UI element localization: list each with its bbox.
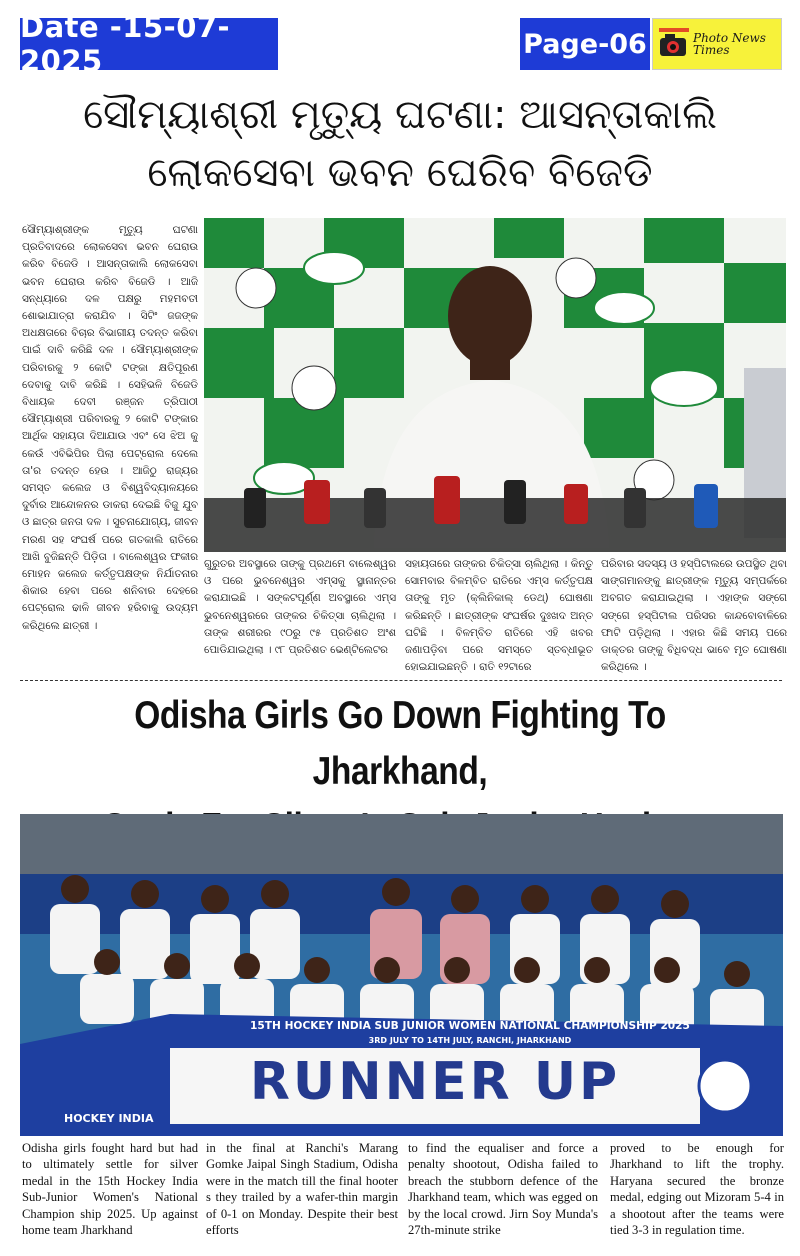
story1-column-3: ସହାୟତାରେ ତାଙ୍କର ଚିକିତ୍ସା ଚାଲିଥିଲା । କିନ୍ତୁ ସୋମବାର ବିଳମ୍ବିତ ରାତିରେ ଏମ୍ସ କର୍ତ୍ତୃପକ୍ଷ ତାଙ୍କୁ ମୃତ (କ୍ଲିନିକାଲ୍ ଡେଥ୍) ଘୋଷଣା କରିଛନ୍ତି । ଛାତ୍ରୀଙ୍କ ସଂଘର୍ଷର ଦୁଃଖଦ ଅନ୍ତ ଘଟିଛି । ବିଳମ୍ବିତ ରାତିରେ ଏହି ଖବର ଜଣାପଡ଼ିବା ପରେ ସମସ୍ତେ ସ୍ତବ୍ଧୀଭୂତ ହୋଇଯାଇଛନ୍ତି । ରାତି ୧୨ଟାରେ <box>405 558 593 674</box>
section-divider <box>20 680 782 681</box>
story1-headline-line2: ଲୋକସେବା ଭବନ ଘେରିବ ବିଜେଡି <box>147 150 653 196</box>
story1-headline-line1: ସୌମ୍ୟାଶ୍ରୀ ମୃତ୍ୟୁ ଘଟଣା: ଆସନ୍ତାକାଲି <box>83 92 717 138</box>
page-number-label: Page-06 <box>520 18 650 70</box>
banner-title: 15TH HOCKEY INDIA SUB JUNIOR WOMEN NATIONAL CHAMPIONSHIP 2025 <box>250 1020 690 1032</box>
story1-headline <box>10 86 790 202</box>
press-conference-photo <box>204 218 786 552</box>
page-header <box>20 10 782 78</box>
story1-column-4: ପରିବାର ସଦସ୍ୟ ଓ ହସ୍ପିଟାଲରେ ଉପସ୍ଥିତ ଥିବା ସାଙ୍ଗମାନଙ୍କୁ ଛାତ୍ରୀଙ୍କ ମୃତ୍ୟୁ ସମ୍ପର୍କରେ ଅବଗତ କରାଯାଇଥିଲା । ଏହାଙ୍କ ସଙ୍ଗେ ସଙ୍ଗେ ହସ୍ପିଟାଲ ପରିସର କାନ୍ଦବୋବାଳିରେ ଫାଟି ପଡ଼ିଥିଲା । ଏହାର କିଛି ସମୟ ପରେ ଡାକ୍ତର ତାଙ୍କୁ ବିଧିବଦ୍ଧ ଭାବେ ମୃତ ଘୋଷଣା କରିଥିଲେ । <box>601 558 787 674</box>
story2-column-2: in the final at Ranchi's Marang Gomke Jaipal Singh Stadium, Odisha were in the match till the final hooter s they trailed by a wafer-thin margin of 0-1 on Monday. Despite their best efforts <box>206 1141 398 1238</box>
story2-column-1: Odisha girls fought hard but had to ultimately settle for silver medal in the 15th Hockey India Sub-Junior Women's National Champion ship 2025. Up against home team Jharkhand <box>22 1141 198 1238</box>
publication-logo <box>652 18 782 70</box>
story2-headline-line1: Odisha Girls Go Down Fighting To Jharkhand, <box>134 694 666 793</box>
story2-column-3: to find the equaliser and force a penalty shootout, Odisha failed to breach the stubborn defence of the Jharkhand team, which was egged on by the local crowd. Jirn Soy Munda's 27th-minute strike <box>408 1141 598 1238</box>
hockey-team-photo <box>20 814 783 1136</box>
camera-icon <box>657 24 691 64</box>
story2-column-4: proved to be enough for Jharkhand to lift the trophy. Haryana secured the bronze medal, edging out Mizoram 5-4 in a shootout after the teams were tied 3-3 in regulation time. <box>610 1141 784 1238</box>
logo-text: Photo News Times <box>693 31 766 57</box>
story1-column-2: ଗୁରୁତର ଅବସ୍ଥାରେ ତାଙ୍କୁ ପ୍ରଥମେ ବାଲେଶ୍ୱର ଓ ପରେ ଭୁବନେଶ୍ୱର ଏମ୍ସକୁ ସ୍ଥାନାନ୍ତର କରାଯାଇଛି । ସଙ୍କଟପୂର୍ଣ୍ଣ ଅବସ୍ଥାରେ ଏମ୍ସ ଭୁବନେଶ୍ୱରରେ ତାଙ୍କର ଚିକିତ୍ସା ଚାଲିଥିଲା । ତାଙ୍କ ଶରୀରର ୯୦ରୁ ୯୫ ପ୍ରତିଶତ ଅଂଶ ପୋଡିଯାଇଥିଲା । ୯୮ ପ୍ରତିଶତ ଭେଣ୍ଟିଲେଟର <box>204 558 396 657</box>
banner-dates: 3RD JULY TO 14TH JULY, RANCHI, JHARKHAND <box>368 1036 572 1045</box>
date-label: Date -15-07-2025 <box>20 18 278 70</box>
hockey-india-logo: HOCKEY INDIA <box>64 1112 154 1125</box>
story1-column-1: ସୌମ୍ୟାଶ୍ରୀଙ୍କ ମୃତ୍ୟୁ ଘଟଣା ପ୍ରତିବାଦରେ ଲୋକସେବା ଭବନ ଘେରାଉ କରିବ ବିଜେଡି । ଆସନ୍ତାକାଲି ଲୋକସେବା ଭବନ ଘେରାଉ କରିବ ବିଜେଡି । ଆଜି ସନ୍ଧ୍ୟାରେ ଦଳ ପକ୍ଷରୁ ମହମବତୀ ଶୋଭାଯାତ୍ରା କରାଯିବ । ସିଟିଂ ଜଜଙ୍କ ଅଧକ୍ଷତାରେ ବିଚାର ବିଭାଗୀୟ ତଦନ୍ତ କରିବା ପାଇଁ ଦାବି କରିଛି ଦଳ । ସୌମ୍ୟାଶ୍ରୀଙ୍କ ପରିବାରକୁ ୨ କୋଟି ଟଙ୍କା କ୍ଷତିପୂରଣ ଦେବାକୁ ଦାବି କରିଛି । ସେହିଭଳି ବିଜେଡି ବିଧାୟକ ଦେବୀ ରଞ୍ଜନ ତ୍ରିପାଠୀ ସୌମ୍ୟାଶ୍ରୀ ପରିବାରକୁ ୨ କୋଟି ଟଙ୍କାର ଆର୍ଥିକ ସହାୟତା ଦିଆଯାଉ ଏବଂ ସେ ଝିଅ କୁ କେଉଁ ଏବିଭିପିର ପିଲା ପେଟ୍ରୋଲ ଦେଲେ ତା'ର ତଦନ୍ତ ହେଉ । ଆଜିଠୁ ରାଜ୍ୟର ସମସ୍ତ କଲେଜ ଓ ବିଶ୍ୱବିଦ୍ୟାଳୟରେ ଦୁର୍ବାର ଆନ୍ଦୋଳନର ଡାକରା ଦେଇଛି ବିଜୁ ଯୁବ ଓ ଛାତ୍ର ଜନତା ଦଳ । ସୁଚନାଯୋଗ୍ୟ, ଜୀବନ ମରଣ ସହ ସଂଘର୍ଷ ପରେ ଗତକାଲି ରାତିରେ ଆଖି ବୁଜିଛନ୍ତି ପିଡ଼ିତା । ବାଲେଶ୍ୱର ଫକୀର ମୋହନ କଲେଜ କର୍ତ୍ତୃପକ୍ଷଙ୍କ ନିର୍ଯାତନାର ଶିକାର ହେବା ପରେ ଶନିବାର ଦେହରେ ପେଟ୍ରୋଲ ଢାଳି ଜୀବନ ହରିବାକୁ ଉଦ୍ୟମ କରିଥିଲେ ଛାତ୍ରୀ । <box>22 224 198 632</box>
banner-runner-up: RUNNER UP <box>249 1052 621 1112</box>
